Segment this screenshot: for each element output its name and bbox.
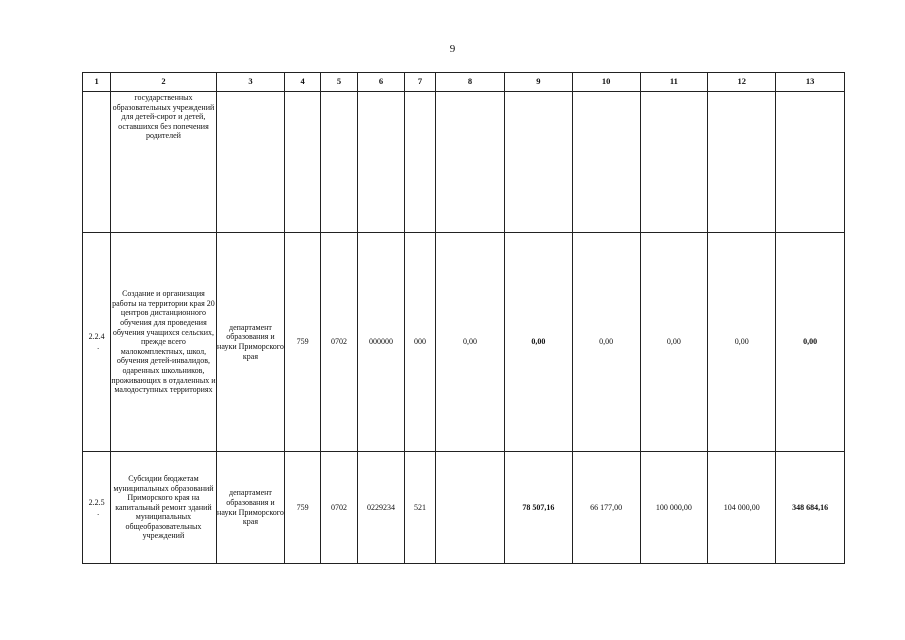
cell-col10: 0,00 [572, 233, 640, 452]
budget-table [82, 72, 845, 564]
cell-col9 [504, 92, 572, 233]
table-row [83, 92, 845, 233]
column-header: 13 [776, 73, 845, 92]
row-number [83, 233, 111, 452]
column-header: 10 [572, 73, 640, 92]
column-header: 12 [708, 73, 776, 92]
cell-col6: 000000 [358, 233, 405, 452]
cell-col4 [285, 92, 320, 233]
row-number [83, 92, 111, 233]
cell-col4: 759 [285, 233, 320, 452]
row-department [216, 92, 285, 233]
cell-col7: 521 [404, 452, 435, 564]
table-header-row [83, 73, 845, 92]
row-name: Создание и организация работы на территории края 20 центров дистанционного обучения для проведения обучения учащихся сельских, прежде всего малокомплектных, школ, обучения детей-инвалидов, одаренных школьников, проживающих в отдаленных и малодоступных территориях [111, 233, 216, 452]
cell-col8 [436, 452, 505, 564]
column-header: 5 [320, 73, 357, 92]
column-header: 8 [436, 73, 505, 92]
table-row [83, 452, 845, 564]
cell-col5: 0702 [320, 452, 357, 564]
row-number-dot: . [97, 342, 100, 351]
cell-col12: 0,00 [708, 233, 776, 452]
column-header: 1 [83, 73, 111, 92]
cell-col7: 000 [404, 233, 435, 452]
row-number-text: 2.2.4 [88, 332, 105, 342]
cell-col13 [776, 92, 845, 233]
cell-col8 [436, 92, 505, 233]
cell-col8: 0,00 [436, 233, 505, 452]
row-number [83, 452, 111, 564]
row-number-dot: . [97, 507, 100, 517]
column-header: 2 [111, 73, 216, 92]
cell-col9: 78 507,16 [504, 452, 572, 564]
column-header: 7 [404, 73, 435, 92]
cell-col11: 100 000,00 [640, 452, 708, 564]
column-header: 3 [216, 73, 285, 92]
column-header: 11 [640, 73, 708, 92]
cell-col5 [320, 92, 357, 233]
cell-col12: 104 000,00 [708, 452, 776, 564]
column-header: 6 [358, 73, 405, 92]
row-department: департамент образования и науки Приморского края [216, 233, 285, 452]
row-department: департамент образования и науки Приморского края [216, 452, 285, 564]
row-name: Субсидии бюджетам муниципальных образований Приморского края на капитальный ремонт зданий муниципальных общеобразовательных учреждений [111, 452, 216, 564]
cell-col10: 66 177,00 [572, 452, 640, 564]
column-header: 4 [285, 73, 320, 92]
page-number: 9 [449, 43, 456, 55]
row-number-text: 2.2.5 [88, 497, 105, 507]
cell-col4: 759 [285, 452, 320, 564]
cell-col13: 0,00 [776, 233, 845, 452]
cell-col11 [640, 92, 708, 233]
cell-col11: 0,00 [640, 233, 708, 452]
cell-col5: 0702 [320, 233, 357, 452]
cell-col6 [358, 92, 405, 233]
cell-col9: 0,00 [504, 233, 572, 452]
table-row [83, 233, 845, 452]
cell-col6: 0229234 [358, 452, 405, 564]
column-header: 9 [504, 73, 572, 92]
cell-col12 [708, 92, 776, 233]
cell-col10 [572, 92, 640, 233]
cell-col13: 348 684,16 [776, 452, 845, 564]
row-name: государственных образовательных учреждений для детей-сирот и детей, оставшихся без попечения родителей [111, 92, 216, 233]
cell-col7 [404, 92, 435, 233]
